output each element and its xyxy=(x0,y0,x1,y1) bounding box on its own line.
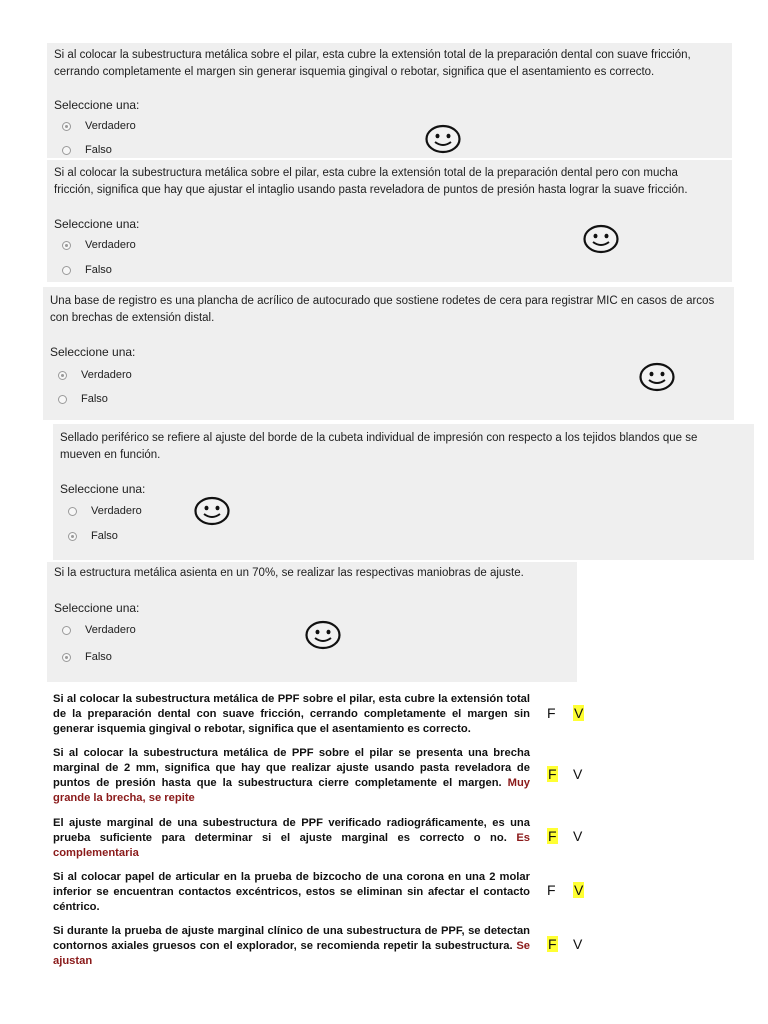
answer-v xyxy=(573,766,582,782)
answer-f xyxy=(547,882,556,898)
option-label: Verdadero xyxy=(85,120,136,132)
option-label: Verdadero xyxy=(91,505,142,517)
option-verdadero[interactable] xyxy=(62,239,136,251)
question-text: Una base de registro es una plancha de acrílico de autocurado que sostiene rodetes de cera para registrar MIC en casos de arcos con brechas de extensión distal. xyxy=(50,295,715,324)
option-label: Verdadero xyxy=(81,369,132,381)
statement-text: Si durante la prueba de ajuste marginal clínico de una subestructura de PPF, se detectan contornos axiales gruesos con el explorador, se recomienda repetir la subestructura. xyxy=(53,925,530,952)
question-card-2 xyxy=(47,160,732,282)
question-text: Si al colocar la subestructura metálica sobre el pilar, esta cubre la extensión total de la preparación dental pero con mucha fricción, significa que hay que ajustar el intaglio usando pasta reveladora de puntos de presión hasta lograr la suave fricción. xyxy=(54,167,688,196)
radio-verdadero[interactable] xyxy=(58,371,67,380)
smiley-icon xyxy=(425,124,461,154)
option-label: Falso xyxy=(85,264,112,276)
question-card-4 xyxy=(53,424,754,560)
select-label: Seleccione una: xyxy=(54,217,140,231)
select-label: Seleccione una: xyxy=(50,345,136,359)
radio-falso[interactable] xyxy=(68,532,77,541)
statement-text: Si al colocar la subestructura metálica de PPF sobre el pilar se presenta una brecha marginal de 2 mm, significa que hay que realizar ajuste usando pasta reveladora de puntos de presión hasta que la subestructura cierre completamente el margen. xyxy=(53,747,530,789)
option-label: Falso xyxy=(81,393,108,405)
option-falso[interactable] xyxy=(58,393,108,405)
question-text: Sellado periférico se refiere al ajuste del borde de la cubeta individual de impresión con respecto a los tejidos blandos que se mueven en función. xyxy=(60,432,698,461)
answer-v xyxy=(573,705,584,721)
statement-1 xyxy=(53,692,530,737)
mark-label: F xyxy=(548,766,557,782)
option-falso[interactable] xyxy=(62,264,112,276)
question-card-1 xyxy=(47,43,732,158)
option-verdadero[interactable] xyxy=(62,624,136,636)
option-falso[interactable] xyxy=(62,651,112,663)
option-verdadero[interactable] xyxy=(68,505,142,517)
select-label: Seleccione una: xyxy=(54,601,140,615)
radio-falso[interactable] xyxy=(62,146,71,155)
radio-falso[interactable] xyxy=(62,266,71,275)
statement-2 xyxy=(53,746,530,806)
radio-verdadero[interactable] xyxy=(62,241,71,250)
mark-label: V xyxy=(574,705,584,721)
mark-label: F xyxy=(547,705,556,721)
smiley-icon xyxy=(583,224,619,254)
mark-label: V xyxy=(573,766,583,782)
option-falso[interactable] xyxy=(68,530,118,542)
option-label: Verdadero xyxy=(85,624,136,636)
mark-label: V xyxy=(573,936,583,952)
answer-v xyxy=(573,828,582,844)
smiley-icon xyxy=(639,362,675,392)
mark-label: F xyxy=(548,828,557,844)
radio-falso[interactable] xyxy=(58,395,67,404)
statement-text: El ajuste marginal de una subestructura de PPF verificado radiográficamente, es una prueba suficiente para determinar si el ajuste marginal es correcto o no. xyxy=(53,817,530,844)
question-text: Si al colocar la subestructura metálica sobre el pilar, esta cubre la extensión total de la preparación dental con suave fricción, cerrando completamente el margen sin generar isquemia gingival o rebotar, significa que el asentamiento es correcto. xyxy=(54,49,691,78)
mark-label: F xyxy=(548,936,557,952)
question-text: Si la estructura metálica asienta en un 70%, se realizar las respectivas maniobras de ajuste. xyxy=(54,567,524,579)
option-label: Falso xyxy=(85,144,112,156)
answer-v xyxy=(573,936,582,952)
correction-note: Muy grande la brecha, se repite xyxy=(53,777,530,804)
mark-label: F xyxy=(547,882,556,898)
radio-verdadero[interactable] xyxy=(68,507,77,516)
answer-f xyxy=(547,828,558,844)
statement-text: Si al colocar papel de articular en la prueba de bizcocho de una corona en una 2 molar inferior se encuentran contactos excéntricos, estos se eliminan sin afectar el contacto céntrico. xyxy=(53,871,530,913)
statement-3 xyxy=(53,816,530,861)
option-label: Falso xyxy=(91,530,118,542)
answer-f xyxy=(547,705,556,721)
answer-f xyxy=(547,936,558,952)
option-verdadero[interactable] xyxy=(62,120,136,132)
smiley-icon xyxy=(194,496,230,526)
statement-5 xyxy=(53,924,530,969)
radio-verdadero[interactable] xyxy=(62,626,71,635)
question-card-5 xyxy=(47,562,577,682)
statement-text: Si al colocar la subestructura metálica de PPF sobre el pilar, esta cubre la extensión total de la preparación dental con suave fricción, cerrando completamente el margen sin generar isquemia gingival o rebotar, significa que el asentamiento es correcto. xyxy=(53,693,530,735)
answer-f xyxy=(547,766,558,782)
select-label: Seleccione una: xyxy=(54,98,140,112)
statement-4 xyxy=(53,870,530,915)
mark-label: V xyxy=(574,882,584,898)
radio-verdadero[interactable] xyxy=(62,122,71,131)
option-label: Verdadero xyxy=(85,239,136,251)
option-label: Falso xyxy=(85,651,112,663)
option-verdadero[interactable] xyxy=(58,369,132,381)
mark-label: V xyxy=(573,828,583,844)
smiley-icon xyxy=(305,620,341,650)
radio-falso[interactable] xyxy=(62,653,71,662)
option-falso[interactable] xyxy=(62,144,112,156)
answer-v xyxy=(573,882,584,898)
question-card-3 xyxy=(43,287,734,420)
correction-note: Es complementaria xyxy=(53,832,531,859)
select-label: Seleccione una: xyxy=(60,482,146,496)
correction-note: Se ajustan xyxy=(53,940,530,967)
